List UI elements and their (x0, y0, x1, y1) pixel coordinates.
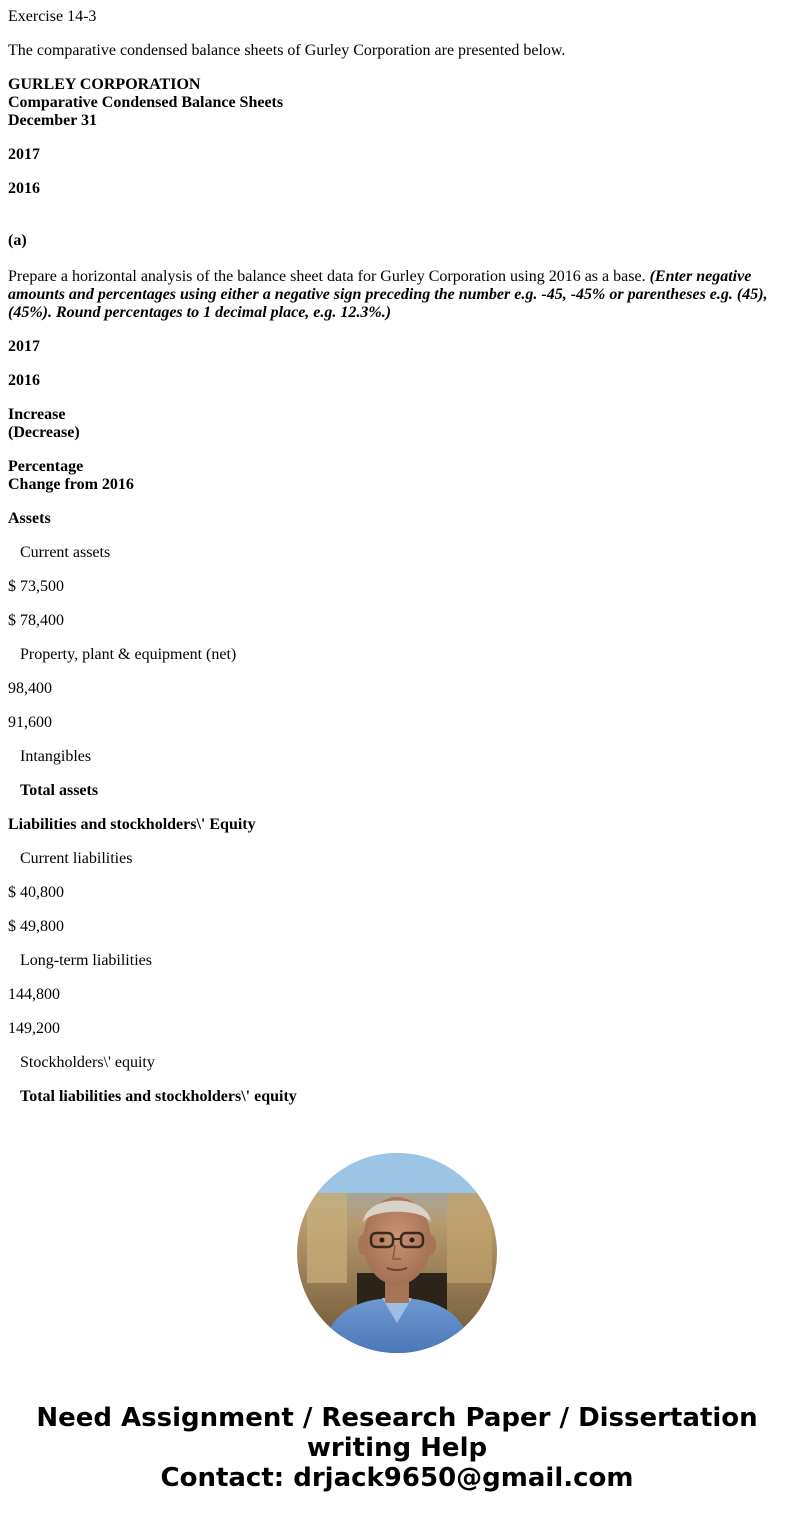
col-percentage-line2: Change from 2016 (8, 476, 134, 493)
promo-contact: Contact: drjack9650@gmail.com (160, 1463, 634, 1493)
stockholders-equity-label: Stockholders\' equity (20, 1054, 155, 1071)
ppe-2017: 98,400 (8, 680, 52, 697)
current-liabilities-label: Current liabilities (20, 850, 133, 867)
total-assets-label: Total assets (20, 782, 99, 799)
current-assets-2017: $ 73,500 (8, 578, 64, 595)
second-col-2016: 2016 (8, 372, 40, 389)
second-col-2017: 2017 (8, 338, 40, 355)
col-percentage-line1: Percentage (8, 458, 84, 475)
statement-title: Comparative Condensed Balance Sheets (8, 94, 284, 111)
col-increase-line1: Increase (8, 406, 66, 423)
liabilities-heading: Liabilities and stockholders\' Equity (8, 816, 256, 833)
statement-header (8, 76, 283, 130)
intro-text: The comparative condensed balance sheets of Gurley Corporation are presented below. (8, 42, 566, 59)
current-liabilities-2016: $ 49,800 (8, 918, 64, 935)
current-assets-2016: $ 78,400 (8, 612, 64, 629)
instruction-note: (Enter negative amounts and percentages using either a negative sign preceding the number e.g. -45, -45% or parentheses e.g. (45), (45%). Round percentages to 1 decimal place, e.g. 12.3%.) (8, 268, 768, 321)
avatar (297, 1153, 497, 1353)
col-increase-decrease (8, 406, 80, 442)
company-name: GURLEY CORPORATION (8, 76, 201, 93)
total-liabilities-equity-label: Total liabilities and stockholders\' equity (20, 1088, 297, 1105)
instruction-text: Prepare a horizontal analysis of the balance sheet data for Gurley Corporation using 2016 as a base. (8, 268, 646, 285)
current-assets-label: Current assets (20, 544, 111, 561)
promo-line-1: Need Assignment / Research Paper / Dissertation (36, 1403, 758, 1433)
statement-date: December 31 (8, 112, 97, 129)
part-a-instruction (8, 268, 786, 322)
ppe-label: Property, plant & equipment (net) (20, 646, 237, 663)
promo-banner (0, 1403, 794, 1493)
long-term-liabilities-label: Long-term liabilities (20, 952, 152, 969)
long-term-liabilities-2017: 144,800 (8, 986, 60, 1003)
intangibles-label: Intangibles (20, 748, 92, 765)
avatar-photo (297, 1153, 497, 1353)
part-a-label: (a) (8, 232, 27, 249)
exercise-title: Exercise 14-3 (8, 8, 97, 25)
first-col-2017: 2017 (8, 146, 40, 163)
col-percentage-change (8, 458, 134, 494)
first-col-2016: 2016 (8, 180, 40, 197)
current-liabilities-2017: $ 40,800 (8, 884, 64, 901)
long-term-liabilities-2016: 149,200 (8, 1020, 60, 1037)
col-increase-line2: (Decrease) (8, 424, 80, 441)
promo-line-2: writing Help (306, 1433, 488, 1463)
ppe-2016: 91,600 (8, 714, 52, 731)
assets-heading: Assets (8, 510, 51, 527)
